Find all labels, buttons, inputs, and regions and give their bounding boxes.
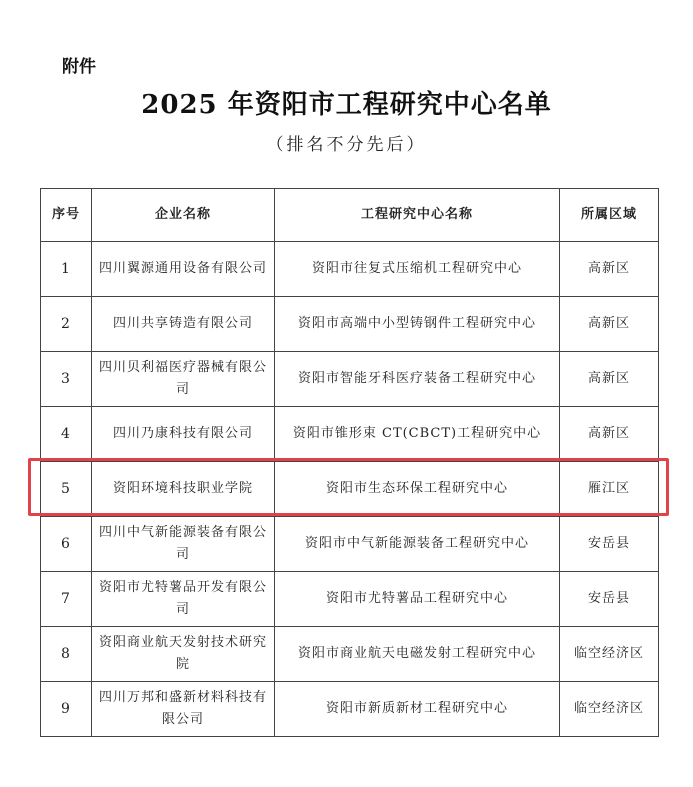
center-name-cell: 资阳市高端中小型铸钢件工程研究中心: [275, 297, 560, 352]
row-number-cell: 3: [41, 352, 92, 407]
table-row: [41, 352, 659, 407]
row-number-cell: 9: [41, 682, 92, 737]
table-row: [41, 242, 659, 297]
enterprise-name-cell: 四川贝利福医疗器械有限公司: [92, 352, 275, 407]
center-name-cell: 资阳市智能牙科医疗装备工程研究中心: [275, 352, 560, 407]
center-name-cell: 资阳市锥形束 CT(CBCT)工程研究中心: [275, 407, 560, 462]
district-cell: 雁江区: [560, 462, 659, 517]
row-number-cell: 7: [41, 572, 92, 627]
row-number-cell: 5: [41, 462, 92, 517]
engineering-center-table: [40, 188, 659, 737]
district-cell: 安岳县: [560, 517, 659, 572]
district-cell: 高新区: [560, 407, 659, 462]
page-subtitle: （排名不分先后）: [266, 135, 427, 155]
table-row: [41, 462, 659, 517]
district-cell: 高新区: [560, 352, 659, 407]
column-header-enterprise: 企业名称: [92, 189, 275, 242]
enterprise-name-cell: 四川乃康科技有限公司: [92, 407, 275, 462]
table-body: [41, 242, 659, 737]
column-header-district: 所属区域: [560, 189, 659, 242]
district-cell: 临空经济区: [560, 682, 659, 737]
center-name-cell: 资阳市生态环保工程研究中心: [275, 462, 560, 517]
enterprise-name-cell: 资阳商业航天发射技术研究院: [92, 627, 275, 682]
district-cell: 临空经济区: [560, 627, 659, 682]
enterprise-name-cell: 四川共享铸造有限公司: [92, 297, 275, 352]
enterprise-name-cell: 资阳市尤特薯品开发有限公司: [92, 572, 275, 627]
column-header-center: 工程研究中心名称: [275, 189, 560, 242]
table-row: [41, 572, 659, 627]
table-row: [41, 627, 659, 682]
table-row: [41, 297, 659, 352]
center-name-cell: 资阳市商业航天电磁发射工程研究中心: [275, 627, 560, 682]
row-number-cell: 8: [41, 627, 92, 682]
district-cell: 高新区: [560, 242, 659, 297]
table-row: [41, 407, 659, 462]
enterprise-name-cell: 四川翼源通用设备有限公司: [92, 242, 275, 297]
table-row: [41, 517, 659, 572]
page-title: 2025 年资阳市工程研究中心名单: [141, 90, 552, 120]
row-number-cell: 4: [41, 407, 92, 462]
row-number-cell: 6: [41, 517, 92, 572]
enterprise-name-cell: 四川万邦和盛新材料科技有限公司: [92, 682, 275, 737]
center-name-cell: 资阳市中气新能源装备工程研究中心: [275, 517, 560, 572]
enterprise-name-cell: 资阳环境科技职业学院: [92, 462, 275, 517]
attachment-label: 附件: [62, 57, 96, 77]
center-name-cell: 资阳市新质新材工程研究中心: [275, 682, 560, 737]
row-number-cell: 2: [41, 297, 92, 352]
table-row: [41, 682, 659, 737]
center-name-cell: 资阳市尤特薯品工程研究中心: [275, 572, 560, 627]
table-header-row: [41, 189, 659, 242]
enterprise-name-cell: 四川中气新能源装备有限公司: [92, 517, 275, 572]
district-cell: 安岳县: [560, 572, 659, 627]
column-header-no: 序号: [41, 189, 92, 242]
row-number-cell: 1: [41, 242, 92, 297]
district-cell: 高新区: [560, 297, 659, 352]
center-name-cell: 资阳市往复式压缩机工程研究中心: [275, 242, 560, 297]
